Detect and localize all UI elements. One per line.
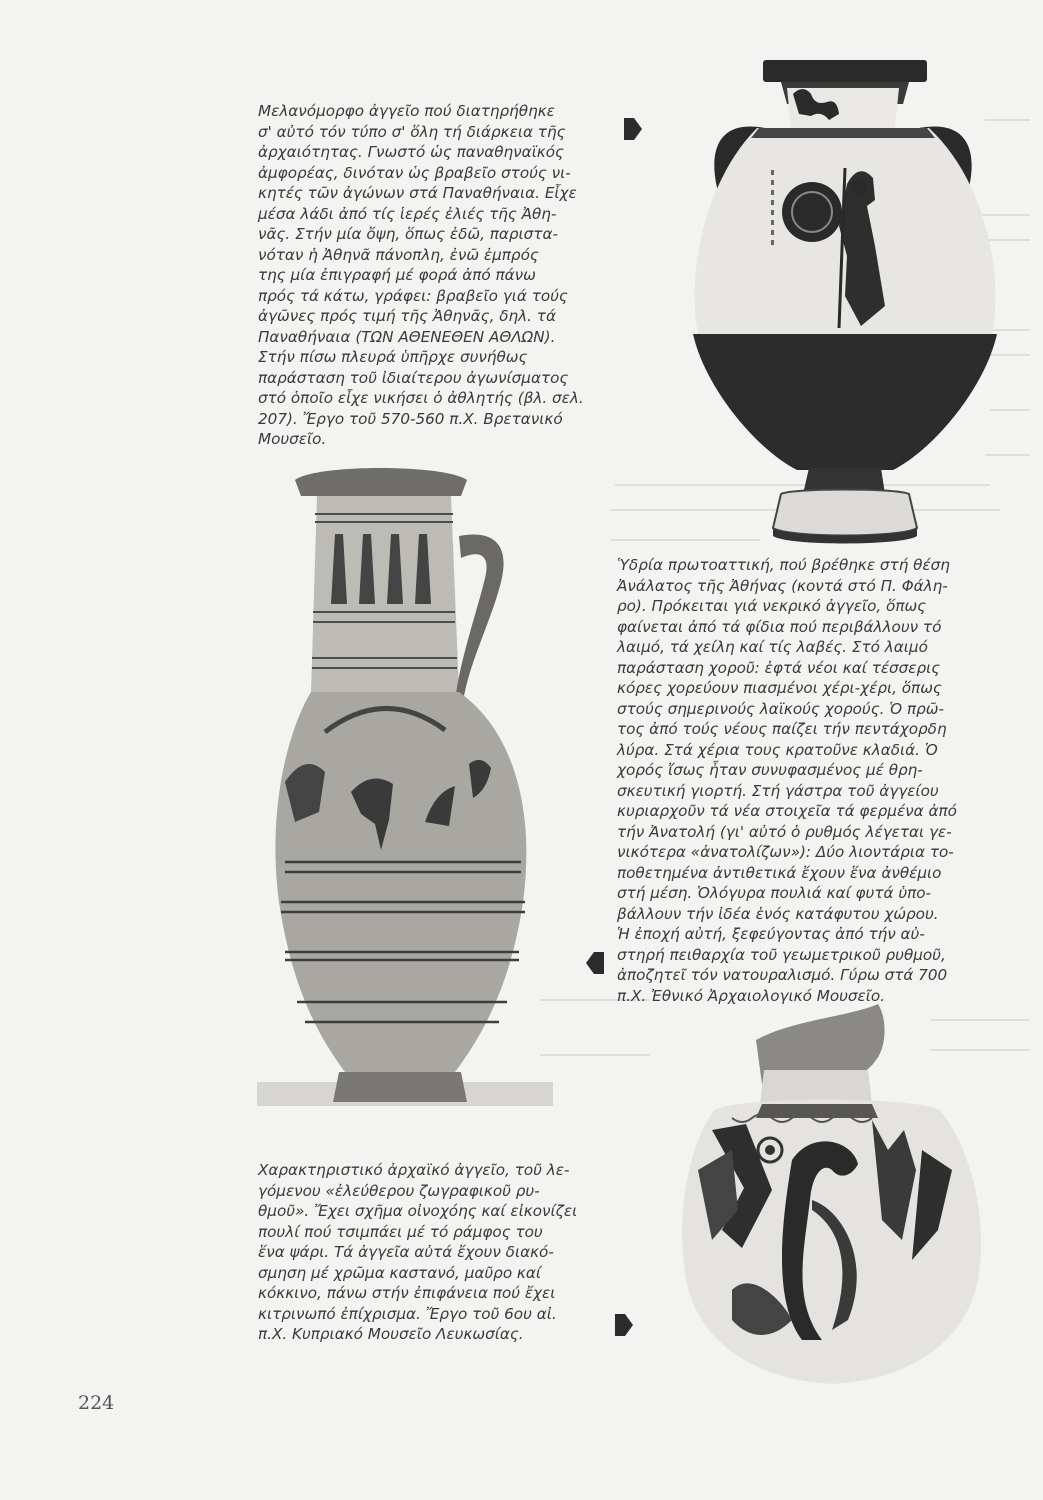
caption-line: φαίνεται ἀπό τά φίδια πού περιβάλλουν τό: [617, 617, 942, 636]
caption-line: γόμενου «ἐλεύθερου ζωγραφικοῦ ρυ-: [258, 1181, 540, 1200]
caption-line: της μία ἐπιγραφή μέ φορά ἀπό πάνω: [258, 266, 536, 284]
caption-line: ρο). Πρόκειται γιά νεκρικό ἀγγεῖο, ὅπως: [617, 597, 927, 615]
caption-line: ἀγῶνες πρός τιμή τῆς Ἀθηνᾶς, δηλ. τά: [258, 307, 556, 325]
caption-line: χορός ἴσως ἦταν συνυφασμένος μέ θρη-: [617, 761, 923, 779]
caption-line: Ἀνάλατος τῆς Ἀθήνας (κοντά στό Π. Φάλη-: [617, 576, 948, 595]
cypriot-oinochoe-photo: [672, 1000, 992, 1390]
caption-line: λύρα. Στά χέρια τους κρατοῦνε κλαδιά. Ὁ: [617, 740, 938, 759]
caption-line: παράσταση χοροῦ: ἑφτά νέοι καί τέσσερις: [617, 658, 941, 677]
caption-line: στή μέση. Ὁλόγυρα πουλιά καί φυτά ὑπο-: [617, 884, 932, 902]
caption-line: λαιμό, τά χείλη καί τίς λαβές. Στό λαιμό: [617, 638, 928, 656]
caption-line: Ὑδρία πρωτοαττική, πού βρέθηκε στή θέση: [617, 556, 950, 574]
caption-line: θμοῦ». Ἔχει σχῆμα οἰνοχόης καί εἰκονίζει: [258, 1202, 578, 1220]
caption-line: στούς σημερινούς λαϊκούς χορούς. Ὁ πρῶ-: [617, 699, 944, 718]
panathenaic-amphora-photo: [663, 58, 1023, 548]
caption-line: νικότερα «ἀνατολίζων»): Δύο λιοντάρια το-: [617, 843, 954, 861]
caption-line: μέσα λάδι ἀπό τίς ἱερές ἐλιές τῆς Ἀθη-: [258, 204, 557, 223]
caption-line: στό ὁποῖο εἶχε νικήσει ὁ ἀθλητής (βλ. σελ.: [258, 389, 584, 407]
caption-protoattic-hydria: [617, 555, 1017, 1006]
caption-line: Παναθήναια (ΤΩΝ ΑΘΕΝΕΘΕΝ ΑΘΛΩΝ).: [258, 327, 556, 346]
caption-line: ἀποζητεῖ τόν νατουραλισμό. Γύρω στά 700: [617, 966, 948, 984]
arrow-right-icon: [622, 114, 644, 144]
caption-line: Στήν πίσω πλευρά ὑπῆρχε συνήθως: [258, 348, 528, 366]
caption-line: παράσταση τοῦ ἰδιαίτερου ἀγωνίσματος: [258, 368, 569, 387]
caption-line: Χαρακτηριστικό ἀρχαϊκό ἀγγεῖο, τοῦ λε-: [258, 1161, 570, 1179]
caption-line: στηρή πειθαρχία τοῦ γεωμετρικοῦ ρυθμοῦ,: [617, 945, 946, 964]
arrow-right-icon: [613, 1310, 635, 1340]
caption-line: τος ἀπό τούς νέους παίζει τήν πεντάχορδη: [617, 720, 947, 738]
caption-line: νόταν ἡ Ἀθηνᾶ πάνοπλη, ἐνῶ ἐμπρός: [258, 245, 539, 264]
caption-line: τήν Ἀνατολή (γι' αὐτό ὁ ρυθμός λέγεται γε-: [617, 822, 952, 841]
caption-line: κητές τῶν ἀγώνων στά Παναθήναια. Εἶχε: [258, 184, 577, 202]
caption-cypriot-oinochoe: [258, 1160, 613, 1345]
caption-line: ἕνα ψάρι. Τά ἀγγεῖα αὐτά ἔχουν διακό-: [258, 1243, 554, 1261]
caption-line: σκευτική γιορτή. Στή γάστρα τοῦ ἀγγείου: [617, 781, 939, 800]
caption-line: Μουσεῖο.: [258, 430, 327, 448]
caption-line: κόρες χορεύουν πιασμένοι χέρι-χέρι, ὅπως: [617, 679, 942, 697]
caption-line: σ' αὐτό τόν τύπο σ' ὅλη τή διάρκεια τῆς: [258, 122, 566, 141]
caption-line: π.Χ. Κυπριακό Μουσεῖο Λευκωσίας.: [258, 1325, 524, 1343]
caption-line: πουλί πού τσιμπάει μέ τό ράμφος του: [258, 1222, 543, 1241]
caption-line: βάλλουν τήν ἰδέα ἑνός κατάφυτου χώρου.: [617, 904, 939, 923]
caption-line: κιτρινωπό ἐπίχρισμα. Ἔργο τοῦ 6ου αἰ.: [258, 1304, 557, 1323]
caption-line: 207). Ἔργο τοῦ 570-560 π.Χ. Βρετανικό: [258, 409, 563, 428]
caption-line: ποθετημένα ἀντιθετικά ἔχουν ἕνα ἀνθέμιο: [617, 863, 942, 882]
page-number: 224: [78, 1392, 115, 1414]
caption-line: κόκκινο, πάνω στήν ἐπιφάνεια πού ἔχει: [258, 1284, 556, 1302]
caption-line: κυριαρχοῦν τά νέα στοιχεῖα τά φερμένα ἀπό: [617, 802, 957, 820]
caption-line: Ἡ ἐποχή αὐτή, ξεφεύγοντας ἀπό τήν αὐ-: [617, 925, 925, 943]
caption-line: σμηση μέ χρῶμα καστανό, μαῦρο καί: [258, 1263, 542, 1282]
protoattic-hydria-photo: [255, 462, 615, 1112]
caption-panathenaic-amphora: [258, 101, 618, 450]
caption-line: πρός τά κάτω, γράφει: βραβεῖο γιά τούς: [258, 286, 568, 305]
caption-line: ἀρχαιότητας. Γνωστό ὡς παναθηναϊκός: [258, 143, 564, 161]
caption-line: ἀμφορέας, δινόταν ὡς βραβεῖο στούς νι-: [258, 163, 571, 182]
caption-line: π.Χ. Ἐθνικό Ἀρχαιολογικό Μουσεῖο.: [617, 986, 886, 1005]
arrow-left-icon: [584, 948, 606, 978]
caption-line: νᾶς. Στήν μία ὄψη, ὅπως ἐδῶ, παριστα-: [258, 225, 558, 243]
caption-line: Μελανόμορφο ἀγγεῖο πού διατηρήθηκε: [258, 102, 555, 120]
